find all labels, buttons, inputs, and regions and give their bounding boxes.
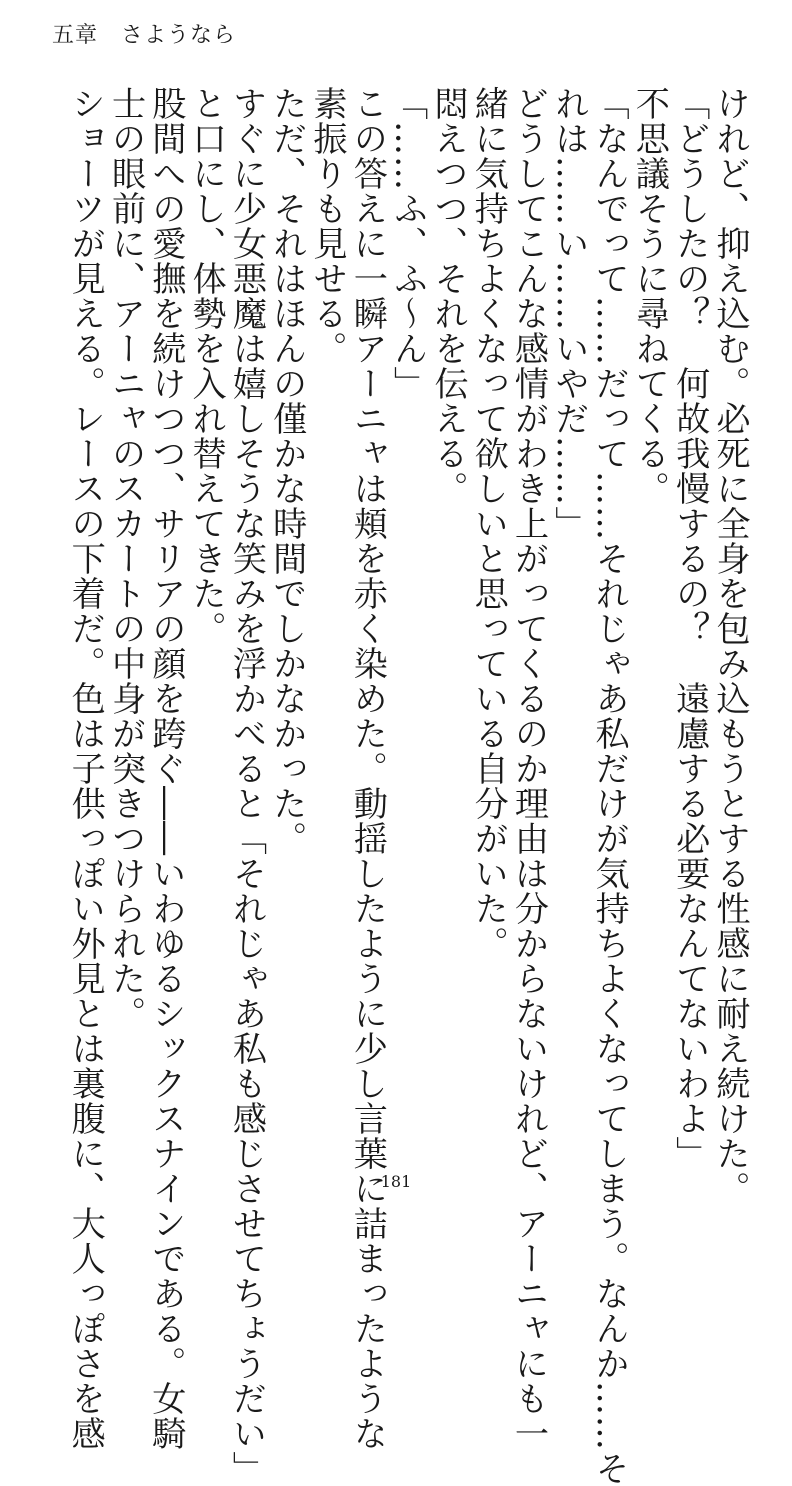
text-line: れは……い……いやだ……」 [548, 86, 589, 541]
text-line: 不思議そうに尋ねてくる。 [629, 86, 670, 506]
text-line: 緒に気持ちよくなって欲しいと思っている自分がいた。 [468, 86, 509, 961]
text-line: けれど、抑え込む。必死に全身を包み込もうとする性感に耐え続けた。 [710, 86, 750, 1206]
text-line: 股間への愛撫を続けつつ、サリアの顔を跨ぐ――いわゆるシックスナインである。女騎 [145, 86, 186, 1451]
text-line: 「なんでって……だって……それじゃあ私だけが気持ちよくなってしまう。なんか……そ [589, 86, 630, 1486]
text-line: 「どうしたの？ 何故我慢するの？ 遠慮する必要なんてないわよ」 [669, 86, 710, 1171]
text-line: どうしてこんな感情がわき上がってくるのか理由は分からないけれど、アーニャにも一 [508, 86, 549, 1451]
text-line: ショーツが見える。レースの下着だ。色は子供っぽい外見とは裏腹に、大人っぽさを感 [65, 86, 106, 1451]
text-line: 士の眼前に、アーニャのスカートの中身が突きつけられた。 [105, 86, 146, 1031]
running-head-chapter-title: 五章 さようなら [52, 23, 237, 48]
text-line: この答えに一瞬アーニャは頬を赤く染めた。動揺したように少し言葉に詰まったような [347, 86, 388, 1451]
text-line: と口にし、体勢を入れ替えてきた。 [186, 86, 227, 646]
text-line: 「……ふ、ふ～ん」 [387, 86, 428, 401]
text-line: 素振りも見せる。 [307, 86, 348, 366]
text-line: 悶えつつ、それを伝える。 [427, 86, 468, 506]
text-line: ただ、それはほんの僅かな時間でしかなかった。 [266, 86, 307, 856]
text-line: すぐに少女悪魔は嬉しそうな笑みを浮かべると「それじゃあ私も感じさせてちょうだい」 [226, 86, 267, 1486]
page-number: 181 [380, 1172, 412, 1191]
